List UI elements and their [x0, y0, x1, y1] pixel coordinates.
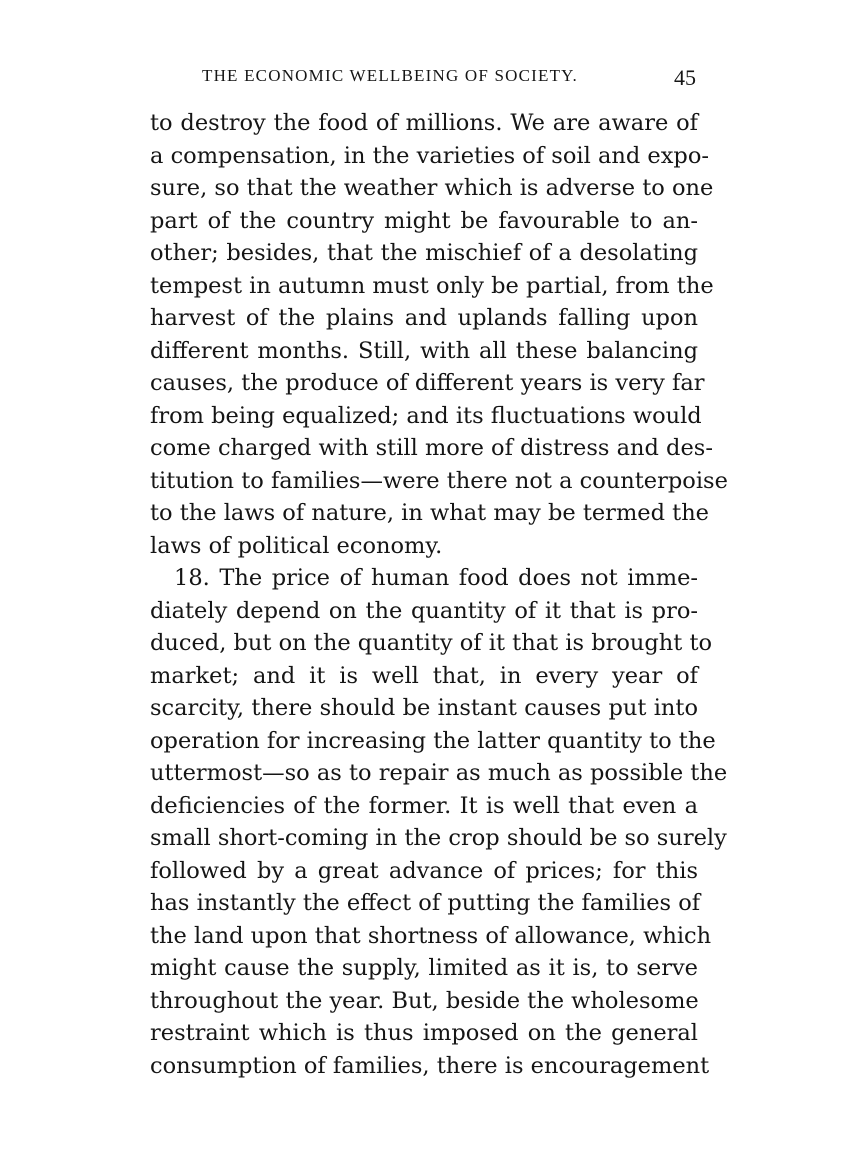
- text-line: the land upon that shortness of allowance, which: [150, 922, 712, 949]
- text-line: titution to families—were there not a counterpoise: [150, 467, 728, 494]
- text-line: market; and it is well that, in every year of: [150, 662, 698, 689]
- text-line: causes, the produce of different years is very far: [150, 370, 705, 396]
- page-number: 45: [674, 65, 696, 90]
- text-line: other; besides, that the mischief of a desolating: [150, 240, 698, 266]
- paragraph-end-line: laws of political economy.: [150, 532, 443, 559]
- text-line: operation for increasing the latter quantity to the: [150, 727, 716, 754]
- text-line: deficiencies of the former. It is well that even a: [150, 792, 698, 819]
- text-line: restraint which is thus imposed on the general: [150, 1020, 698, 1046]
- text-line: to the laws of nature, in what may be termed the: [150, 500, 709, 526]
- text-line: duced, but on the quantity of it that is brought to: [150, 630, 713, 656]
- running-title: THE ECONOMIC WELLBEING OF SOCIETY.: [202, 66, 578, 85]
- text-line: consumption of families, there is encouragement: [150, 1052, 710, 1079]
- body-text: [150, 107, 728, 1082]
- text-line: a compensation, in the varieties of soil and expo-: [150, 142, 709, 169]
- text-line: has instantly the effect of putting the families of: [150, 890, 701, 916]
- text-line: different months. Still, with all these balancing: [150, 337, 698, 364]
- text-line: to destroy the food of millions. We are aware of: [150, 110, 698, 136]
- text-line: part of the country might be favourable to an-: [150, 207, 698, 234]
- text-line: followed by a great advance of prices; for this: [150, 857, 698, 884]
- running-head: [150, 64, 696, 94]
- paragraph-start-line: 18. The price of human food does not imme-: [174, 565, 698, 591]
- text-line: small short-coming in the crop should be so surely: [150, 825, 727, 851]
- text-line: come charged with still more of distress and des-: [150, 435, 713, 461]
- text-line: throughout the year. But, beside the wholesome: [150, 987, 699, 1014]
- text-line: harvest of the plains and uplands falling upon: [150, 305, 698, 331]
- text-line: uttermost—so as to repair as much as possible the: [150, 760, 728, 786]
- text-line: diately depend on the quantity of it that is pro-: [150, 597, 698, 624]
- text-line: sure, so that the weather which is adverse to one: [150, 175, 714, 201]
- text-line: from being equalized; and its fluctuations would: [150, 402, 702, 429]
- text-line: might cause the supply, limited as it is, to serve: [150, 955, 698, 981]
- text-line: scarcity, there should be instant causes put into: [150, 695, 698, 721]
- text-line: tempest in autumn must only be partial, from the: [150, 272, 714, 299]
